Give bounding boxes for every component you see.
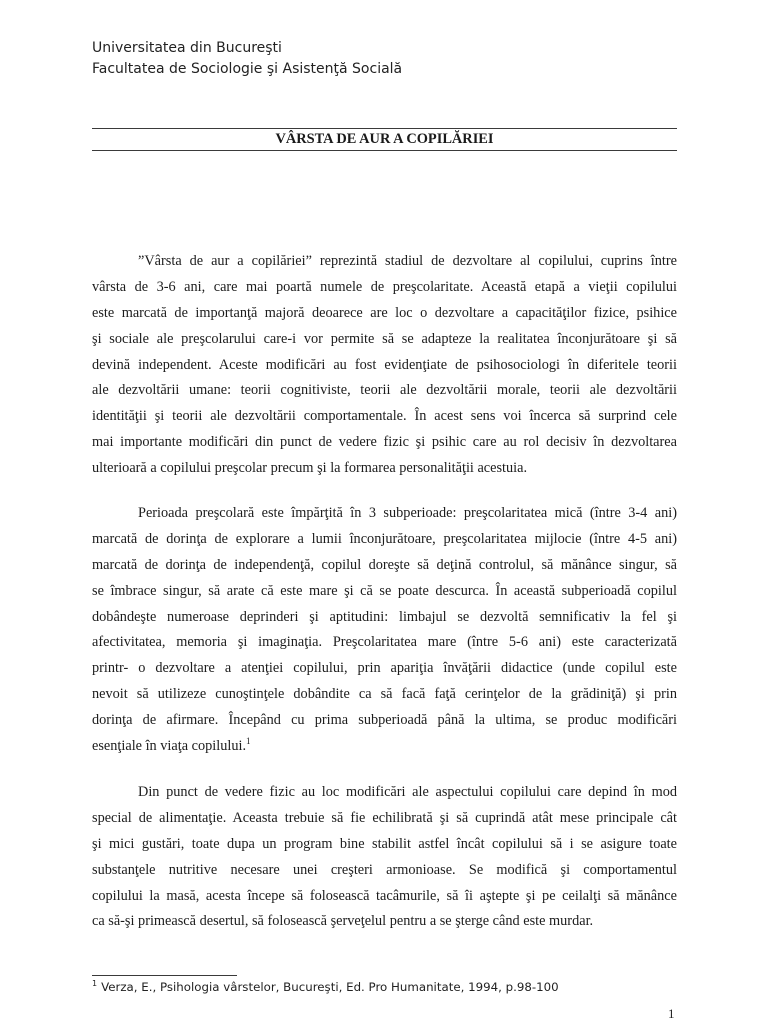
paragraph-line: Din punct de vedere fizic au loc modificări ale aspectului copilului care depind în mod bbox=[138, 784, 677, 800]
paragraph-line: este marcată de importanţă majoră deoarece are loc o dezvoltare a capacităţilor fizice, psihice bbox=[92, 304, 677, 321]
paragraph-2 bbox=[92, 501, 677, 760]
page-number: 1 bbox=[668, 1006, 675, 1021]
paragraph-line bbox=[92, 734, 677, 760]
paragraph-line: marcată de dorinţa de independenţă, copilul doreşte să deţină controlul, să mănânce singur, să bbox=[92, 556, 677, 573]
paragraph-line: şi mici gustări, toate dupa un program bine stabilit astfel încât copilului să i se asigure toate bbox=[92, 835, 677, 852]
paragraph-3 bbox=[92, 780, 677, 935]
paragraph-line: printr- o dezvoltare a atenţiei copilului, prin apariţia învăţării didactice (unde copilul este bbox=[92, 660, 677, 677]
title-rule-bottom bbox=[92, 150, 677, 151]
header-faculty: Facultatea de Sociologie şi Asistenţă Socială bbox=[92, 61, 403, 77]
footnote-marker: 1 bbox=[92, 979, 98, 989]
paragraph-line: ca să-şi primească desertul, să folosească şerveţelul pentru a se şterge când este murdar. bbox=[92, 913, 594, 930]
paragraph-line: dorinţa de afirmare. Începând cu prima subperioadă până la ultima, se produc modificări bbox=[92, 712, 677, 729]
footnote-separator bbox=[92, 975, 237, 976]
paragraph-line: şi sociale ale preşcolarului care-i vor permite să se adapteze la realitatea înconjurătoare şi să bbox=[92, 330, 677, 347]
paragraph-line: se îmbrace singur, să arate că este mare şi că se poate descurca. În această subperioadă copilul bbox=[92, 582, 677, 599]
footnote-reference: 1 bbox=[246, 736, 251, 747]
page-header bbox=[92, 38, 402, 80]
footnote-text: Verza, E., Psihologia vârstelor, Bucureşti, Ed. Pro Humanitate, 1994, p.98-100 bbox=[101, 980, 559, 994]
paragraph-line: afectivitatea, memoria şi imaginaţia. Preşcolaritatea mare (între 5-6 ani) este caracterizată bbox=[92, 634, 677, 651]
paragraph-1 bbox=[92, 249, 677, 482]
paragraph-line-text: esenţiale în viaţa copilului. bbox=[92, 738, 247, 755]
paragraph-line: dobândeşte numeroase deprinderi şi aptitudini: limbajul se dezvoltă semnificativ la fel şi bbox=[92, 608, 677, 625]
paragraph-line: vârsta de 3-6 ani, care mai poartă numele de preşcolaritate. Această etapă a vieţii copilului bbox=[92, 278, 677, 295]
paragraph-line: special de alimentaţie. Aceasta trebuie să fie echilibrată şi să cuprindă atât mese principale cât bbox=[92, 809, 677, 826]
paragraph-line: substanţele nutritive necesare unei creşteri armonioase. Se modifică şi comportamentul bbox=[92, 861, 677, 878]
paragraph-line: ”Vârsta de aur a copilăriei” reprezintă stadiul de dezvoltare al copilului, cuprins între bbox=[138, 253, 677, 269]
paragraph-line: mai importante modificări din punct de vedere fizic şi psihic care au rol decisiv în dezvoltarea bbox=[92, 434, 677, 451]
paragraph-line: ale dezvoltării umane: teorii cognitiviste, teorii ale dezvoltării morale, teorii ale dezvoltării bbox=[92, 382, 677, 399]
paragraph-line: identităţii şi teorii ale dezvoltării comportamentale. În acest sens voi încerca să surprind cele bbox=[92, 408, 677, 425]
header-university: Universitatea din Bucureşti bbox=[92, 40, 282, 56]
paragraph-line: copilului la masă, acesta începe să folosească tacâmurile, să îi aştepte şi pe ceilalţi să mănânce bbox=[92, 887, 677, 904]
paragraph-line: Perioada preşcolară este împărţită în 3 subperioade: preşcolaritatea mică (între 3-4 ani) bbox=[138, 505, 677, 521]
paragraph-line: ulterioară a copilului preşcolar precum şi la formarea personalităţii acestuia. bbox=[92, 460, 528, 477]
paragraph-line: devină independent. Aceste modificări au fost evidenţiate de psihosociologi în diferitele teorii bbox=[92, 356, 677, 373]
paragraph-line: marcată de dorinţa de explorare a lumii înconjurătoare, preşcolaritatea mijlocie (între 4-5 ani) bbox=[92, 530, 677, 547]
footnote bbox=[92, 979, 677, 995]
document-title: VÂRSTA DE AUR A COPILĂRIEI bbox=[275, 131, 494, 147]
paragraph-line: nevoit să utilizeze cunoştinţele dobândite ca să facă faţă cerinţelor de la grădiniţă) şi prin bbox=[92, 686, 677, 703]
